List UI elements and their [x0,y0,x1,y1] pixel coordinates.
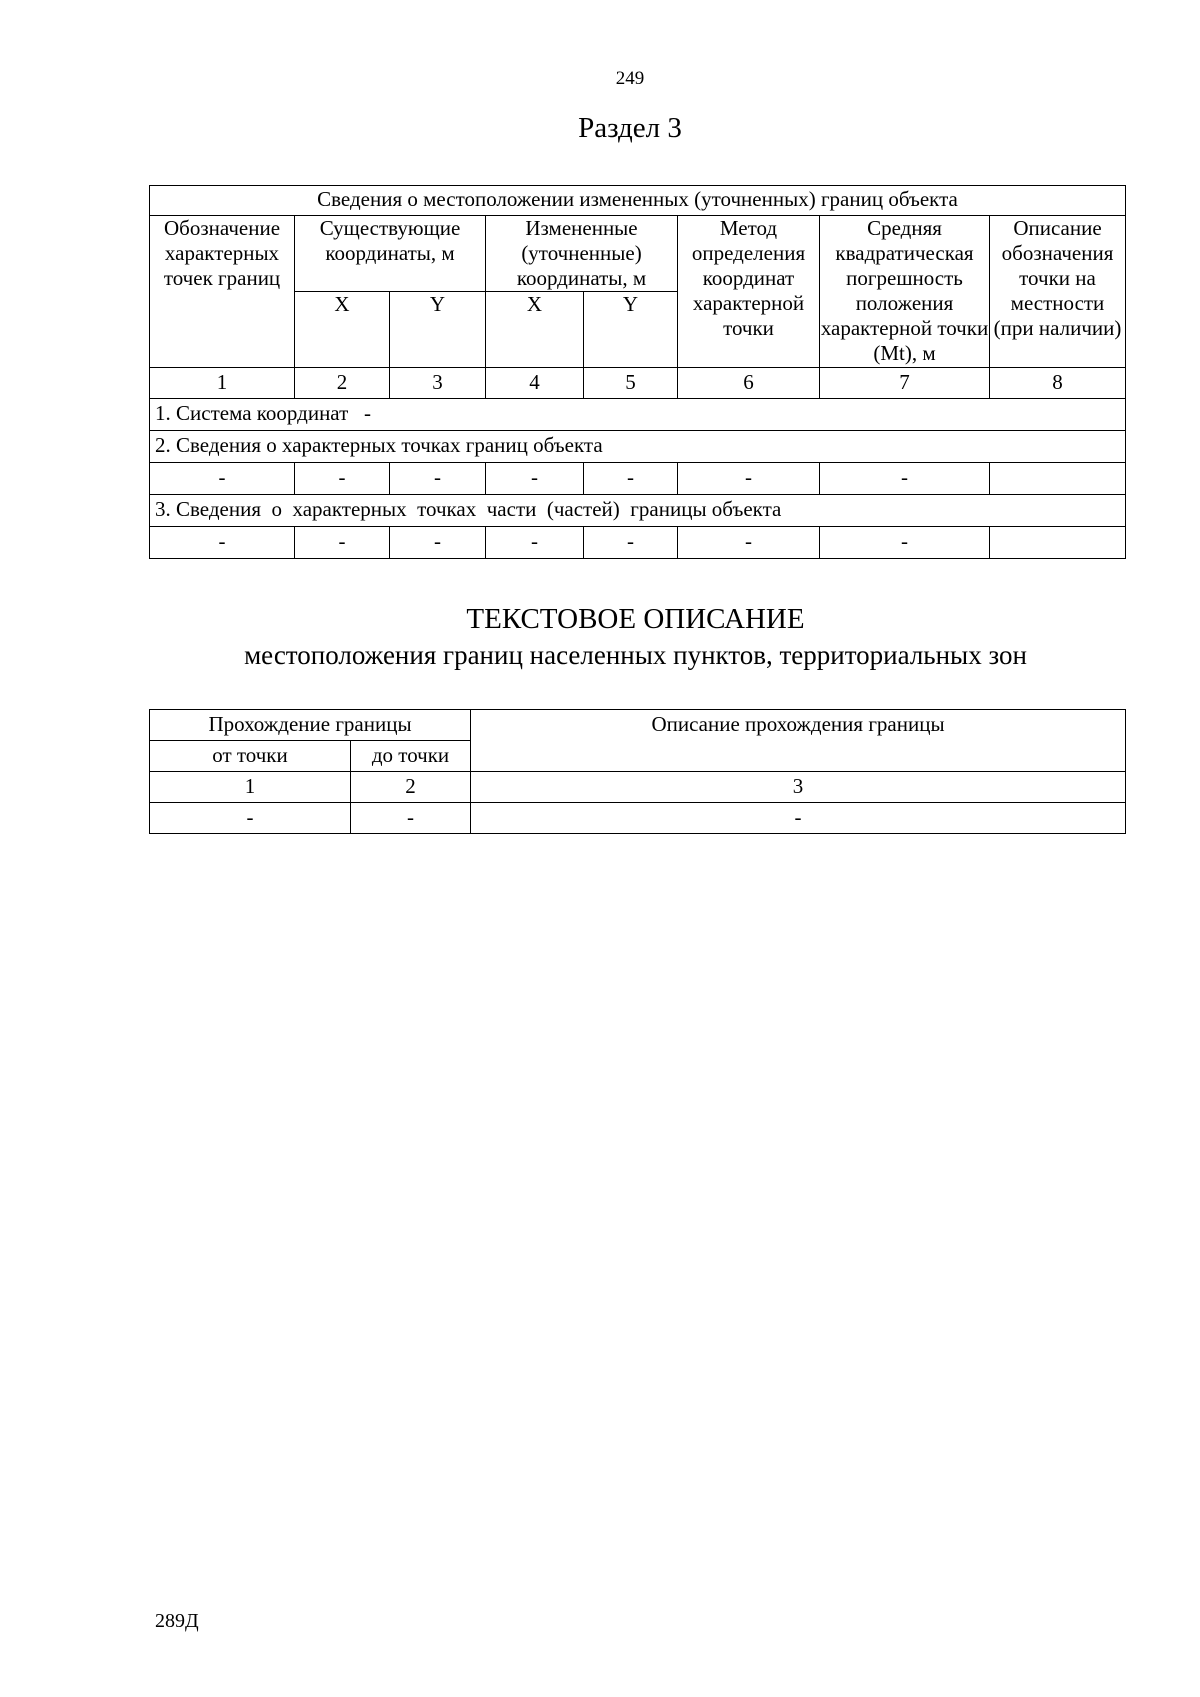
header-changed-y: Y [584,292,678,368]
table-cell: - [150,463,295,495]
column-number: 5 [584,368,678,399]
text-description-title: ТЕКСТОВОЕ ОПИСАНИЕ [466,603,805,635]
header-existing-coordinates: Существующие координаты, м [295,216,486,292]
column-number: 1 [150,772,351,803]
table-cell: - [150,527,295,559]
table-cell: - [820,463,990,495]
header-designation: Обозначение характерных точек границ [150,216,295,368]
header-existing-x: X [295,292,390,368]
table-caption: Сведения о местоположении измененных (уточненных) границ объекта [150,186,1126,216]
boundary-description-table [149,709,1126,834]
table-cell: - [584,463,678,495]
table-cell [990,527,1126,559]
column-number-row [150,368,1126,399]
table-cell: - [678,527,820,559]
table-cell: - [820,527,990,559]
column-number: 3 [390,368,486,399]
table-cell: - [486,463,584,495]
table-row [150,803,1126,834]
page-number: 249 [615,68,645,89]
header-existing-y: Y [390,292,486,368]
table-cell: - [390,527,486,559]
column-number: 1 [150,368,295,399]
table-cell: - [471,803,1126,834]
header-description: Описание прохождения границы [471,710,1126,772]
table-row [150,463,1126,495]
header-changed-x: X [486,292,584,368]
table-cell [990,463,1126,495]
coordinate-system-row: 1. Система координат - [150,399,1126,431]
header-mean-error: Средняя квадратическая погрешность положения характерной точки (Mt), м [820,216,990,368]
column-number: 7 [820,368,990,399]
column-number: 4 [486,368,584,399]
table-cell: - [390,463,486,495]
header-from-point: от точки [150,741,351,772]
column-number: 6 [678,368,820,399]
header-changed-coordinates: Измененные (уточненные) координаты, м [486,216,678,292]
table-cell: - [678,463,820,495]
table-cell: - [486,527,584,559]
boundary-coordinates-table [149,185,1126,559]
footer-code: 289Д [155,1610,199,1632]
header-point-description: Описание обозначения точки на местности (при наличии) [990,216,1126,368]
table-cell: - [351,803,471,834]
table-cell: - [150,803,351,834]
text-description-subtitle: местоположения границ населенных пунктов, территориальных зон [244,640,1027,670]
column-number: 2 [295,368,390,399]
section-title: Раздел 3 [578,112,682,144]
table-cell: - [295,527,390,559]
table-row [150,527,1126,559]
header-method: Метод определения координат характерной точки [678,216,820,368]
column-number: 2 [351,772,471,803]
column-number-row [150,772,1126,803]
table-cell: - [295,463,390,495]
header-passage: Прохождение границы [150,710,471,741]
table-cell: - [584,527,678,559]
boundary-points-title: 2. Сведения о характерных точках границ объекта [150,431,1126,463]
part-points-title: 3. Сведения о характерных точках части (частей) границы объекта [150,495,1126,527]
header-to-point: до точки [351,741,471,772]
column-number: 8 [990,368,1126,399]
column-number: 3 [471,772,1126,803]
